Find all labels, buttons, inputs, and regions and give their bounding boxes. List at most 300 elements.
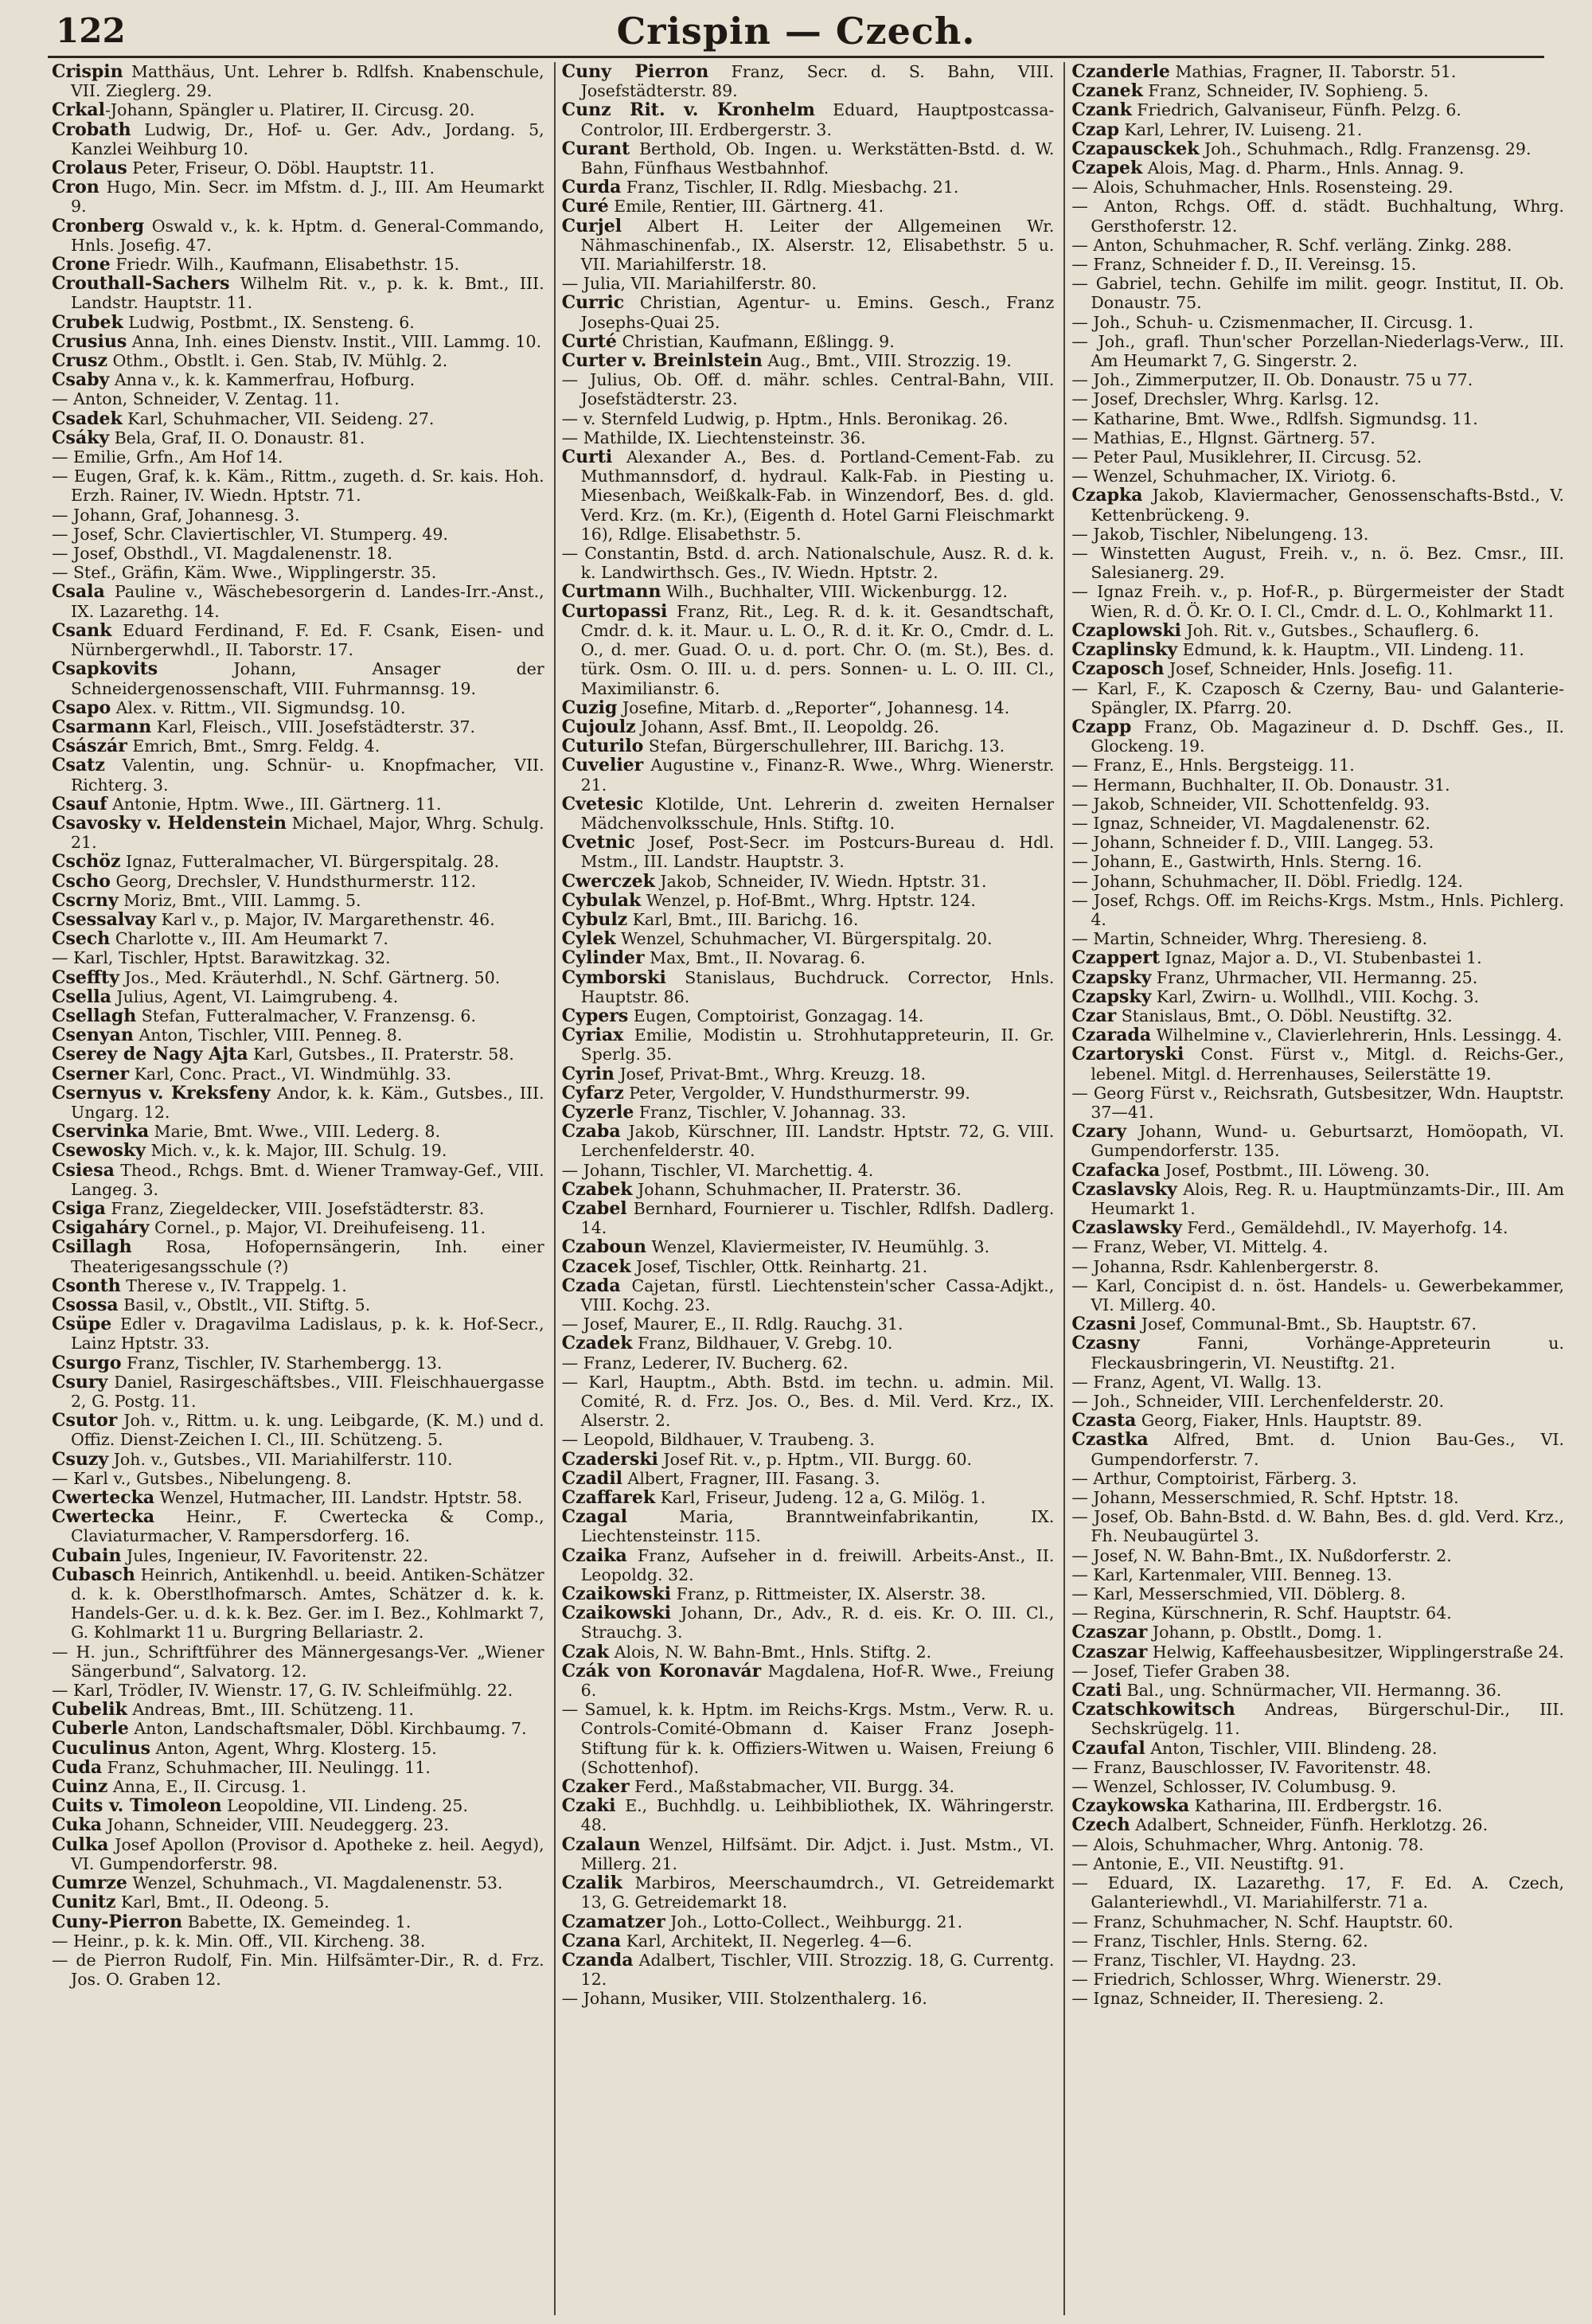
entry-details: Joh., Schuhmach., Rdlg. Franzensg. 29. bbox=[1199, 139, 1532, 158]
entry-details: Jakob, Schneider, IV. Wiedn. Hptstr. 31. bbox=[654, 871, 987, 891]
entry-surname: Czapausckek bbox=[1071, 138, 1200, 159]
columns bbox=[52, 62, 1564, 2315]
directory-entry bbox=[52, 370, 544, 389]
entry-details: Franz, Secr. d. S. Bahn, VIII. Josefstädterstr. 89. bbox=[580, 62, 1055, 101]
entry-details: Joh. v., Gutsbes., VII. Mariahilferstr. 110. bbox=[108, 1449, 453, 1469]
directory-entry bbox=[562, 582, 1055, 601]
entry-details: Daniel, Rasirgeschäftsbes., VIII. Fleischhauergasse 2, G. Postg. 11. bbox=[71, 1372, 544, 1412]
entry-surname: Czaba bbox=[561, 1121, 621, 1142]
directory-entry bbox=[562, 409, 1055, 428]
directory-entry bbox=[1071, 178, 1564, 197]
directory-entry bbox=[1071, 1603, 1564, 1623]
directory-entry bbox=[52, 1873, 544, 1892]
entry-surname: Cserner bbox=[52, 1063, 130, 1084]
directory-entry bbox=[562, 872, 1055, 891]
entry-surname: Cuvelier bbox=[561, 755, 644, 776]
entry-surname: Csavosky v. Heldenstein bbox=[52, 812, 287, 834]
directory-entry bbox=[52, 1122, 544, 1141]
directory-entry bbox=[1071, 525, 1564, 544]
directory-entry bbox=[562, 197, 1055, 216]
entry-surname: Cuturilo bbox=[561, 736, 644, 757]
directory-entry bbox=[52, 506, 544, 525]
entry-details: — Friedrich, Schlosser, Whrg. Wienerstr. 29. bbox=[1071, 1970, 1442, 1990]
entry-details: Bal., ung. Schnürmacher, VII. Hermanng. 36. bbox=[1122, 1681, 1502, 1701]
entry-details: Alex. v. Rittm., VII. Sigmundsg. 10. bbox=[111, 697, 406, 717]
directory-entry bbox=[52, 1719, 544, 1738]
directory-entry bbox=[52, 1084, 544, 1122]
entry-details: Joh. v., Rittm. u. k. ung. Leibgarde, (K. M.) und d. Offiz. Dienst-Zeichen I. Cl., III. Schützeng. 5. bbox=[71, 1411, 544, 1450]
directory-entry bbox=[52, 1161, 544, 1199]
directory-entry bbox=[562, 62, 1055, 100]
directory-entry bbox=[1071, 833, 1564, 852]
entry-surname: Curtmann bbox=[561, 581, 661, 603]
entry-details: Karl v., p. Major, IV. Margarethenstr. 46. bbox=[156, 909, 495, 929]
directory-entry bbox=[1071, 1314, 1564, 1334]
entry-details: Fanni, Vorhänge-Appreteurin u. Fleckausbringerin, VI. Neustiftg. 21. bbox=[1091, 1334, 1565, 1373]
entry-details: — Arthur, Comptoirist, Färberg. 3. bbox=[1071, 1468, 1357, 1488]
entry-details: Wenzel, Klaviermeister, IV. Heumühlg. 3. bbox=[646, 1237, 990, 1257]
directory-entry bbox=[52, 1141, 544, 1160]
entry-details: Friedr. Wilh., Kaufmann, Elisabethstr. 15. bbox=[110, 255, 460, 275]
directory-entry bbox=[1071, 1430, 1564, 1468]
entry-surname: Cserey de Nagy Ajta bbox=[52, 1044, 248, 1065]
entry-details: Andor, k. k. Käm., Gutsbes., III. Ungarg. 12. bbox=[71, 1083, 544, 1122]
directory-entry bbox=[562, 602, 1055, 698]
entry-details: Basil, v., Obstlt., VII. Stiftg. 5. bbox=[118, 1295, 371, 1314]
directory-entry bbox=[1071, 255, 1564, 274]
directory-entry bbox=[1071, 1951, 1564, 1970]
entry-surname: Czanda bbox=[561, 1949, 634, 1971]
directory-entry bbox=[562, 1334, 1055, 1353]
directory-entry bbox=[1071, 814, 1564, 833]
entry-surname: Czacek bbox=[561, 1256, 631, 1277]
entry-details: — Franz, E., Hnls. Bergsteigg. 11. bbox=[1071, 756, 1355, 775]
directory-entry bbox=[52, 910, 544, 929]
directory-entry bbox=[562, 447, 1055, 544]
directory-entry bbox=[1071, 1854, 1564, 1873]
entry-surname: Czabek bbox=[561, 1178, 633, 1200]
entry-details: E., Buchhdlg. u. Leihbibliothek, IX. Währingerstr. 48. bbox=[580, 1796, 1055, 1835]
entry-details: — Josef, Rchgs. Off. im Reichs-Krgs. Mstm., Hnls. Pichlerg. 4. bbox=[1071, 890, 1565, 929]
entry-surname: Crobath bbox=[52, 119, 131, 140]
entry-surname: Curti bbox=[561, 447, 613, 468]
entry-surname: Czary bbox=[1071, 1121, 1126, 1142]
entry-surname: Czanderle bbox=[1071, 62, 1170, 82]
entry-details: Karl, Fleisch., VIII. Josefstädterstr. 37. bbox=[151, 717, 476, 736]
directory-entry bbox=[562, 428, 1055, 447]
directory-entry bbox=[52, 178, 544, 216]
entry-details: Matthäus, Unt. Lehrer b. Rdlfsh. Knabenschule, VII. Zieglerg. 29. bbox=[71, 62, 544, 101]
entry-surname: Czaderski bbox=[561, 1448, 658, 1470]
directory-entry bbox=[52, 1565, 544, 1642]
entry-surname: Cwertecka bbox=[52, 1487, 155, 1509]
entry-details: Const. Fürst v., Mitgl. d. Reichs-Ger., lebenel. Mitgl. d. Herrenhauses, Seilerstätte 19. bbox=[1091, 1045, 1565, 1084]
directory-entry bbox=[1071, 1334, 1564, 1372]
entry-surname: Curric bbox=[561, 292, 625, 314]
directory-entry bbox=[52, 717, 544, 736]
entry-surname: Czar bbox=[1071, 1005, 1117, 1026]
entry-details: Mathias, Fragner, II. Taborstr. 51. bbox=[1169, 62, 1457, 81]
directory-entry bbox=[52, 659, 544, 697]
entry-surname: Czasni bbox=[1071, 1314, 1137, 1335]
entry-surname: Csellagh bbox=[52, 1005, 137, 1026]
entry-details: Anna, E., II. Circusg. 1. bbox=[107, 1777, 307, 1797]
entry-surname: Czappert bbox=[1071, 947, 1161, 969]
directory-entry bbox=[52, 1951, 544, 1989]
directory-entry bbox=[562, 1257, 1055, 1276]
directory-entry bbox=[562, 1546, 1055, 1584]
entry-details: — Franz, Tischler, Hnls. Sterng. 62. bbox=[1071, 1931, 1368, 1951]
entry-surname: Czaposch bbox=[1071, 658, 1165, 680]
entry-details: Peter, Vergolder, V. Hundsthurmerstr. 99. bbox=[623, 1083, 970, 1103]
directory-entry bbox=[52, 1045, 544, 1064]
directory-entry bbox=[1071, 1565, 1564, 1584]
entry-surname: Cwertecka bbox=[52, 1506, 155, 1528]
entry-details: — Eduard, IX. Lazarethg. 17, F. Ed. A. Czech, Galanteriewhdl., VI. Mariahilferstr. 71 a. bbox=[1071, 1873, 1565, 1912]
entry-surname: Cymborski bbox=[561, 967, 666, 988]
directory-entry bbox=[1071, 659, 1564, 678]
entry-surname: Czapka bbox=[1071, 485, 1143, 506]
entry-details: — Joh., Zimmerputzer, II. Ob. Donaustr. 75 u 77. bbox=[1071, 370, 1473, 390]
directory-entry bbox=[52, 1912, 544, 1931]
entry-details: Magdalena, Hof-R. Wwe., Freiung 6. bbox=[580, 1661, 1055, 1701]
entry-details: Cajetan, fürstl. Liechtenstein'scher Cassa-Adjkt., VIII. Kochg. 23. bbox=[580, 1275, 1055, 1314]
entry-details: Helwig, Kaffeehausbesitzer, Wipplingerstraße 24. bbox=[1147, 1642, 1564, 1662]
directory-entry bbox=[1071, 1373, 1564, 1392]
entry-details: Jakob, Kürschner, III. Landstr. Hptstr. 72, G. VIII. Lerchenfelderstr. 40. bbox=[580, 1122, 1055, 1161]
directory-entry bbox=[562, 833, 1055, 871]
directory-entry bbox=[52, 217, 544, 255]
entry-details: Franz, Rit., Leg. R. d. k. it. Gesandtschaft, Cmdr. d. k. it. Maur. u. L. O., R. d. it. Kr. O., Cmdr. d. L. O., d. mer. Guad. O. u. d. port. Chr. O. (m. St.), Bes. d. türk. Osm. O. III. u. d. pers. Sonnen- u. L. O. III. Cl., Maximilianstr. 6. bbox=[580, 601, 1055, 698]
entry-surname: Czafacka bbox=[1071, 1159, 1161, 1181]
entry-details: Eduard Ferdinand, F. Ed. F. Csank, Eisen- und Nürnbergerwhdl., II. Taborstr. 17. bbox=[71, 620, 544, 660]
directory-entry bbox=[562, 1064, 1055, 1084]
entry-surname: Culka bbox=[52, 1834, 109, 1855]
directory-entry bbox=[1071, 1681, 1564, 1700]
header-rule bbox=[48, 56, 1544, 58]
directory-entry bbox=[52, 1507, 544, 1545]
entry-details: Karl, Schuhmacher, VII. Seideng. 27. bbox=[122, 408, 435, 428]
entry-details: — Josef, N. W. Bahn-Bmt., IX. Nußdorferstr. 2. bbox=[1071, 1545, 1452, 1565]
entry-details: Johann, Schneider, VIII. Neudeggerg. 23. bbox=[102, 1815, 450, 1835]
directory-entry bbox=[52, 1006, 544, 1025]
directory-entry bbox=[562, 351, 1055, 370]
directory-entry bbox=[52, 1546, 544, 1565]
directory-entry bbox=[1071, 467, 1564, 486]
directory-entry bbox=[52, 1276, 544, 1295]
entry-details: Ignaz, Futteralmacher, VI. Bürgerspitalg. 28. bbox=[120, 852, 500, 872]
entry-surname: Cscrny bbox=[52, 889, 119, 911]
directory-entry bbox=[52, 1739, 544, 1758]
directory-entry bbox=[1071, 1392, 1564, 1411]
entry-surname: Cvetesic bbox=[561, 793, 644, 814]
directory-entry bbox=[52, 1025, 544, 1045]
directory-entry bbox=[562, 1507, 1055, 1545]
entry-details: — Josef, Maurer, E., II. Rdlg. Rauchg. 31. bbox=[561, 1314, 903, 1334]
entry-surname: Cuny Pierron bbox=[561, 62, 709, 82]
directory-entry bbox=[562, 1006, 1055, 1025]
directory-entry bbox=[562, 1025, 1055, 1064]
entry-details: Alois, N. W. Bahn-Bmt., Hnls. Stiftg. 2. bbox=[609, 1642, 932, 1662]
entry-surname: Cyzerle bbox=[561, 1101, 634, 1123]
entry-surname: Csella bbox=[52, 986, 111, 1007]
entry-surname: Csaby bbox=[52, 369, 110, 391]
entry-details: — Joh., Schneider, VIII. Lerchenfelderstr. 20. bbox=[1071, 1392, 1445, 1412]
directory-entry bbox=[1071, 1411, 1564, 1430]
entry-surname: Császár bbox=[52, 736, 127, 757]
directory-entry bbox=[562, 370, 1055, 408]
directory-entry bbox=[52, 756, 544, 794]
directory-entry bbox=[52, 62, 544, 100]
entry-details: Franz, Schuhmacher, III. Neulingg. 11. bbox=[102, 1757, 431, 1777]
entry-details: Franz, Schneider, IV. Sophieng. 5. bbox=[1142, 81, 1429, 101]
directory-entry bbox=[1071, 409, 1564, 428]
directory-entry bbox=[1071, 1507, 1564, 1545]
entry-surname: Csernyus v. Kreksfeny bbox=[52, 1082, 271, 1103]
directory-entry bbox=[52, 968, 544, 987]
entry-details: Franz, Tischler, IV. Starhembergg. 13. bbox=[121, 1353, 443, 1373]
directory-entry bbox=[562, 795, 1055, 833]
entry-surname: Czartoryski bbox=[1071, 1044, 1184, 1065]
entry-surname: Cylinder bbox=[561, 947, 645, 969]
entry-surname: Csewosky bbox=[52, 1140, 146, 1162]
entry-details: Josef, Tischler, Ottk. Reinhartg. 21. bbox=[630, 1256, 928, 1276]
entry-surname: Crusz bbox=[52, 350, 107, 372]
entry-details: Franz, Tischler, V. Johannag. 33. bbox=[634, 1102, 907, 1122]
entry-details: Christian, Agentur- u. Emins. Gesch., Franz Josephs-Quai 25. bbox=[580, 293, 1055, 332]
entry-details: Josef Rit. v., p. Hptm., VII. Burgg. 60. bbox=[657, 1449, 973, 1469]
directory-entry bbox=[562, 1488, 1055, 1507]
directory-entry bbox=[562, 1931, 1055, 1951]
directory-entry bbox=[562, 1989, 1055, 2008]
entry-surname: Cujoulz bbox=[561, 716, 636, 737]
directory-entry bbox=[1071, 1237, 1564, 1256]
directory-entry bbox=[1071, 852, 1564, 871]
directory-entry bbox=[1071, 100, 1564, 119]
directory-entry bbox=[1071, 1739, 1564, 1758]
directory-entry bbox=[562, 1700, 1055, 1777]
entry-surname: Crone bbox=[52, 254, 111, 275]
entry-details: — Julius, Ob. Off. d. mähr. schles. Central-Bahn, VIII. Josefstädterstr. 23. bbox=[561, 370, 1055, 409]
entry-details: Heinr., F. Cwertecka & Comp., Claviaturmacher, V. Rampersdorferg. 16. bbox=[71, 1507, 544, 1546]
entry-surname: Crolaus bbox=[52, 158, 127, 179]
directory-entry bbox=[1071, 1218, 1564, 1237]
directory-entry bbox=[52, 120, 544, 158]
entry-surname: Czaslawsky bbox=[1071, 1217, 1182, 1239]
entry-surname: Csadek bbox=[52, 408, 123, 429]
entry-details: Jakob, Klaviermacher, Genossenschafts-Bstd., V. Kettenbrückeng. 9. bbox=[1091, 486, 1565, 525]
entry-details: — Wenzel, Schuhmacher, IX. Viriotg. 6. bbox=[1071, 467, 1397, 486]
entry-details: — Alois, Schuhmacher, Whrg. Antonig. 78. bbox=[1071, 1834, 1424, 1854]
entry-surname: Curté bbox=[561, 330, 617, 352]
entry-details: — Johann, Messerschmied, R. Schf. Hptstr. 18. bbox=[1071, 1488, 1459, 1508]
entry-details: — Georg Fürst v., Reichsrath, Gutsbesitzer, Wdn. Hauptstr. 37—41. bbox=[1071, 1083, 1565, 1122]
entry-surname: Cwerczek bbox=[561, 870, 655, 892]
page-header bbox=[48, 10, 1544, 56]
entry-surname: Crouthall-Sachers bbox=[52, 273, 230, 295]
directory-entry bbox=[1071, 139, 1564, 158]
entry-details: — Karl, Concipist d. n. öst. Handels- u. Gewerbekammer, VI. Millerg. 40. bbox=[1071, 1275, 1565, 1314]
directory-entry bbox=[52, 1218, 544, 1237]
entry-details: Joh. Rit. v., Gutsbes., Schauflerg. 6. bbox=[1180, 620, 1480, 640]
entry-details: — Karl, Tischler, Hptst. Barawitzkag. 32. bbox=[52, 948, 391, 968]
entry-surname: Csüpe bbox=[52, 1314, 112, 1335]
entry-details: — Josef, Obsthdl., VI. Magdalenenstr. 18. bbox=[52, 544, 393, 564]
entry-details: Peter, Friseur, O. Döbl. Hauptstr. 11. bbox=[127, 158, 435, 178]
entry-surname: Csenyan bbox=[52, 1025, 134, 1046]
entry-details: — Anton, Schuhmacher, R. Schf. verläng. Zinkg. 288. bbox=[1071, 235, 1512, 255]
entry-details: — Karl v., Gutsbes., Nibelungeng. 8. bbox=[52, 1468, 352, 1488]
entry-surname: Csáky bbox=[52, 427, 110, 448]
directory-entry bbox=[1071, 717, 1564, 756]
directory-entry bbox=[1071, 447, 1564, 467]
directory-entry bbox=[1071, 332, 1564, 370]
entry-surname: Cylek bbox=[561, 928, 616, 950]
entry-surname: Czaika bbox=[561, 1545, 627, 1566]
directory-entry bbox=[52, 447, 544, 467]
entry-details: — Leopold, Bildhauer, V. Traubeng. 3. bbox=[561, 1430, 875, 1450]
entry-surname: Czastka bbox=[1071, 1429, 1149, 1451]
entry-details: Maria, Branntweinfabrikantin, IX. Liechtensteinstr. 115. bbox=[580, 1507, 1055, 1546]
directory-entry bbox=[562, 1603, 1055, 1642]
directory-entry bbox=[52, 1931, 544, 1951]
directory-entry bbox=[52, 852, 544, 871]
page-number: 122 bbox=[56, 11, 126, 50]
directory-entry bbox=[1071, 1970, 1564, 1989]
directory-entry bbox=[562, 736, 1055, 756]
entry-surname: Csank bbox=[52, 619, 112, 641]
directory-entry bbox=[52, 1777, 544, 1796]
entry-details: Karl, Zwirn- u. Wollhdl., VIII. Kochg. 3. bbox=[1151, 986, 1480, 1006]
entry-details: — Joh., Schuh- u. Czismenmacher, II. Circusg. 1. bbox=[1071, 312, 1474, 332]
entry-details: Cornel., p. Major, VI. Dreihufeiseng. 11. bbox=[149, 1218, 486, 1238]
entry-details: Bernhard, Fournierer u. Tischler, Rdlfsh. Dadlerg. 14. bbox=[580, 1198, 1055, 1238]
entry-surname: Czaboun bbox=[561, 1236, 646, 1258]
directory-entry bbox=[52, 795, 544, 814]
entry-details: — Samuel, k. k. Hptm. im Reichs-Krgs. Mstm., Verw. R. u. Controls-Comité-Obmann d. Kaiser Franz Joseph-Stiftung für k. k. Offiziers-Witwen u. Waisen, Freiung 6 (Schottenhof). bbox=[561, 1700, 1055, 1777]
entry-details: Wenzel, p. Hof-Bmt., Whrg. Hptstr. 124. bbox=[641, 890, 976, 910]
entry-details: Emrich, Bmt., Smrg. Feldg. 4. bbox=[127, 736, 380, 756]
entry-surname: Csiesa bbox=[52, 1159, 115, 1181]
entry-details: Antonie, Hptm. Wwe., III. Gärtnerg. 11. bbox=[107, 794, 442, 814]
entry-details: Karl, Bmt., III. Barichg. 16. bbox=[627, 909, 859, 929]
entry-details: Klotilde, Unt. Lehrerin d. zweiten Hernalser Mädchenvolksschule, Hnls. Stiftg. 10. bbox=[580, 794, 1055, 833]
directory-entry bbox=[1071, 795, 1564, 814]
entry-details: — Hermann, Buchhalter, II. Ob. Donaustr. 31. bbox=[1071, 775, 1450, 795]
entry-surname: Curter v. Breinlstein bbox=[561, 350, 763, 372]
directory-entry bbox=[52, 467, 544, 505]
entry-surname: Crusius bbox=[52, 330, 127, 352]
entry-details: Wilh., Buchhalter, VIII. Wickenburgg. 12. bbox=[661, 582, 1009, 602]
entry-details: — Ignaz Freih. v., p. Hof-R., p. Bürgermeister der Stadt Wien, R. d. Ö. Kr. O. I. Cl., Cmdr. d. L. O., Kohlmarkt 11. bbox=[1071, 582, 1565, 621]
entry-surname: Czalik bbox=[561, 1873, 622, 1894]
entry-surname: Curjel bbox=[561, 215, 622, 236]
entry-details: Edler v. Dragavilma Ladislaus, p. k. k. Hof-Secr., Lainz Hptstr. 33. bbox=[71, 1314, 544, 1353]
entry-details: — Franz, Lederer, IV. Bucherg. 62. bbox=[561, 1353, 849, 1373]
directory-entry bbox=[52, 736, 544, 756]
directory-entry bbox=[52, 1892, 544, 1912]
directory-entry bbox=[1071, 1912, 1564, 1931]
entry-details: — Josef, Drechsler, Whrg. Karlsg. 12. bbox=[1071, 389, 1379, 409]
directory-entry bbox=[52, 1450, 544, 1469]
entry-surname: Czaufal bbox=[1071, 1737, 1145, 1759]
entry-details: — Winstetten August, Freih. v., n. ö. Bez. Cmsr., III. Salesianerg. 29. bbox=[1071, 544, 1565, 583]
entry-details: Wilhelm Rit. v., p. k. k. Bmt., III. Landstr. Hauptstr. 11. bbox=[71, 274, 544, 313]
entry-details: Franz, p. Rittmeister, IX. Alserstr. 38. bbox=[671, 1584, 986, 1604]
entry-surname: Czaplinsky bbox=[1071, 639, 1178, 661]
directory-entry bbox=[562, 910, 1055, 929]
entry-details: — Franz, Bauschlosser, IV. Favoritenstr. 48. bbox=[1071, 1757, 1432, 1777]
entry-surname: Czadek bbox=[561, 1333, 633, 1354]
entry-surname: Cybulak bbox=[561, 889, 642, 911]
entry-details: — Ignaz, Schneider, VI. Magdalenenstr. 62. bbox=[1071, 813, 1431, 833]
entry-details: — Regina, Kürschnerin, R. Schf. Hauptstr. 64. bbox=[1071, 1603, 1452, 1623]
entry-surname: Cubain bbox=[52, 1545, 122, 1566]
entry-details: — Martin, Schneider, Whrg. Theresieng. 8. bbox=[1071, 929, 1428, 949]
entry-surname: Cvetnic bbox=[561, 832, 635, 853]
directory-entry bbox=[1071, 1025, 1564, 1045]
entry-surname: Curtopassi bbox=[561, 600, 668, 622]
directory-entry bbox=[1071, 968, 1564, 987]
entry-surname: Cyfarz bbox=[561, 1082, 624, 1103]
directory-entry bbox=[52, 544, 544, 563]
directory-entry bbox=[52, 1469, 544, 1488]
entry-surname: Cunz Rit. v. Kronhelm bbox=[561, 100, 815, 121]
entry-surname: Csury bbox=[52, 1371, 108, 1392]
entry-details: — Johann, E., Gastwirth, Hnls. Sterng. 16. bbox=[1071, 852, 1422, 872]
entry-surname: Csessalvay bbox=[52, 908, 157, 930]
directory-entry bbox=[1071, 81, 1564, 100]
entry-details: Karl, Bmt., II. Odeong. 5. bbox=[115, 1892, 330, 1912]
directory-entry bbox=[562, 1584, 1055, 1603]
entry-details: -Johann, Spängler u. Platirer, II. Circusg. 20. bbox=[104, 100, 475, 120]
directory-entry bbox=[52, 987, 544, 1006]
entry-details: — Josef, Schr. Claviertischler, VI. Stumperg. 49. bbox=[52, 524, 448, 544]
entry-surname: Czana bbox=[561, 1930, 622, 1951]
directory-entry bbox=[562, 544, 1055, 582]
directory-entry bbox=[562, 1469, 1055, 1488]
entry-details: Franz, Ziegeldecker, VIII. Josefstädterstr. 83. bbox=[105, 1198, 485, 1218]
entry-details: Marie, Bmt. Wwe., VIII. Lederg. 8. bbox=[149, 1122, 441, 1142]
directory-entry bbox=[1071, 1546, 1564, 1565]
entry-details: Franz, Aufseher in d. freiwill. Arbeits-Anst., II. Leopoldg. 32. bbox=[580, 1545, 1055, 1584]
entry-details: Johann, Schuhmacher, II. Praterstr. 36. bbox=[632, 1179, 962, 1199]
directory-entry bbox=[52, 1642, 544, 1681]
entry-surname: Curant bbox=[561, 138, 630, 159]
directory-entry bbox=[52, 1314, 544, 1353]
directory-entry bbox=[562, 217, 1055, 275]
directory-entry bbox=[562, 717, 1055, 736]
directory-entry bbox=[52, 100, 544, 119]
directory-entry bbox=[562, 1314, 1055, 1334]
entry-details: Alfred, Bmt. d. Union Bau-Ges., VI. Gumpendorferstr. 7. bbox=[1091, 1430, 1565, 1469]
entry-surname: Czati bbox=[1071, 1680, 1122, 1701]
entry-details: Therese v., IV. Trappelg. 1. bbox=[120, 1275, 347, 1295]
entry-details: — Gabriel, techn. Gehilfe im milit. geogr. Institut, II. Ob. Donaustr. 75. bbox=[1071, 274, 1565, 313]
directory-entry bbox=[1071, 544, 1564, 582]
directory-entry bbox=[1071, 1122, 1564, 1160]
entry-surname: Csapkovits bbox=[52, 658, 158, 680]
directory-entry bbox=[52, 1681, 544, 1700]
directory-entry bbox=[1071, 1084, 1564, 1122]
directory-entry bbox=[562, 929, 1055, 948]
entry-surname: Czapp bbox=[1071, 716, 1132, 737]
directory-entry bbox=[1071, 891, 1564, 929]
entry-details: Friedrich, Galvaniseur, Fünfh. Pelzg. 6. bbox=[1131, 100, 1461, 120]
entry-details: Babette, IX. Gemeindeg. 1. bbox=[182, 1912, 412, 1931]
entry-details: Stanislaus, Buchdruck. Corrector, Hnls. Hauptstr. 86. bbox=[580, 967, 1055, 1006]
directory-entry bbox=[562, 1084, 1055, 1103]
